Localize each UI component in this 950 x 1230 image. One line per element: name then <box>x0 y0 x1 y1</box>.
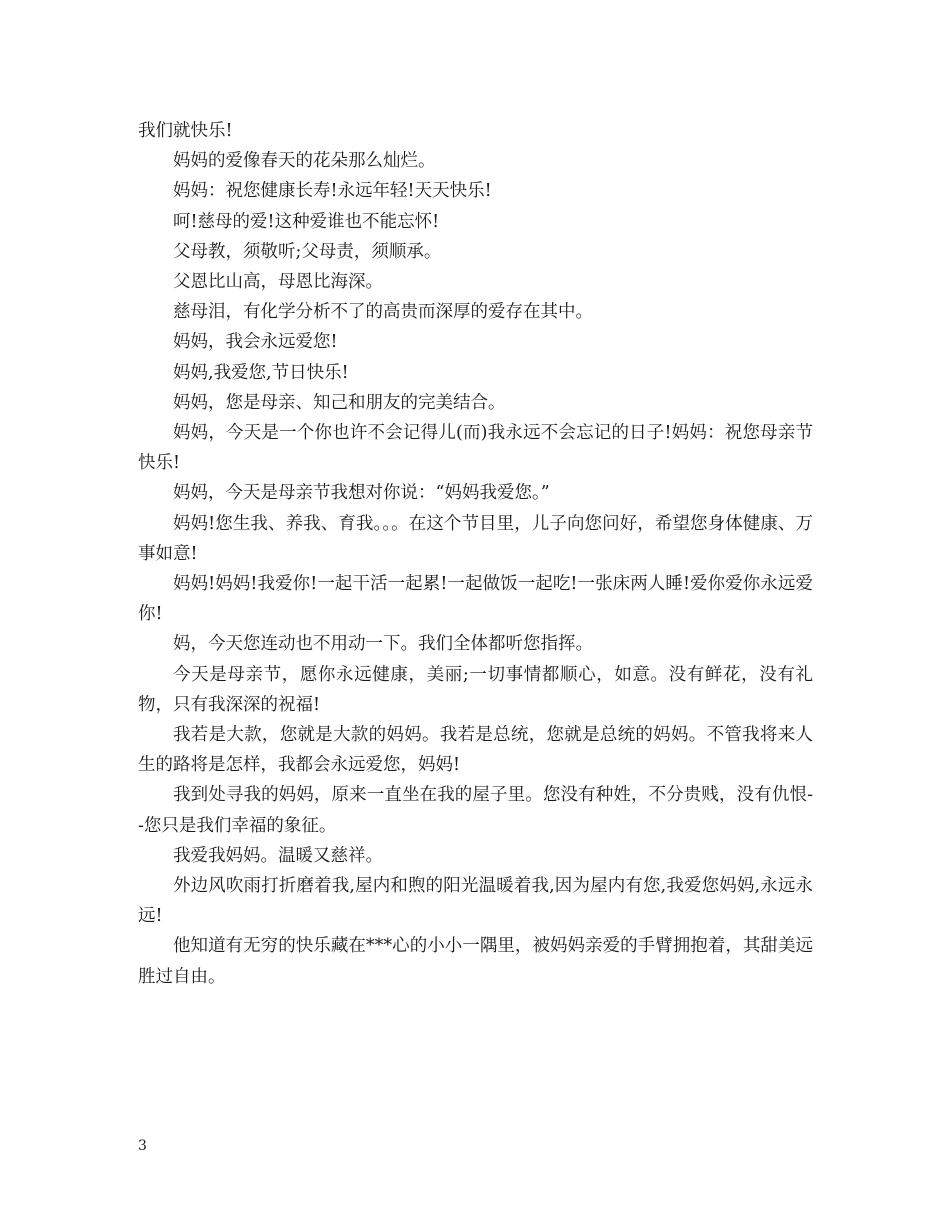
paragraph: 我爱我妈妈。温暖又慈祥。 <box>173 845 383 866</box>
paragraph: 外边风吹雨打折磨着我,屋内和煦的阳光温暖着我,因为屋内有您,我爱您妈妈,永远永远! <box>138 876 813 927</box>
paragraph: 我们就快乐! <box>138 121 233 141</box>
paragraph: 我若是大款，您就是大款的妈妈。我若是总统，您就是总统的妈妈。不管我将来人生的路将是怎样，我都会永远爱您，妈妈! <box>138 725 813 776</box>
paragraph: 妈妈，您是母亲、知己和朋友的完美结合。 <box>173 392 506 413</box>
document-body <box>138 116 813 992</box>
paragraph: 他知道有无穷的快乐藏在***心的小小一隅里，被妈妈亲爱的手臂拥抱着，其甜美远胜过自由。 <box>138 936 813 987</box>
paragraph: 父母教，须敬听;父母责，须顺承。 <box>173 241 442 262</box>
paragraph: 今天是母亲节，愿你永远健康，美丽;一切事情都顺心，如意。没有鲜花，没有礼物，只有我深深的祝福! <box>138 664 813 715</box>
page-number: 3 <box>138 1138 147 1154</box>
paragraph: 父恩比山高，母恩比海深。 <box>173 272 383 293</box>
paragraph: 慈母泪，有化学分析不了的高贵而深厚的爱存在其中。 <box>173 302 593 323</box>
paragraph: 妈妈的爱像春天的花朵那么灿烂。 <box>173 151 436 172</box>
paragraph: 妈妈!您生我、养我、育我。。。在这个节目里，儿子向您问好，希望您身体健康、万事如意! <box>138 513 813 564</box>
paragraph: 呵!慈母的爱!这种爱谁也不能忘怀! <box>173 211 440 232</box>
paragraph: 妈妈：祝您健康长寿!永远年轻!天天快乐! <box>173 181 492 202</box>
paragraph: 妈妈，今天是母亲节我想对你说：“妈妈我爱您。” <box>173 483 550 504</box>
paragraph: 妈妈,我爱您,节日快乐! <box>173 362 349 383</box>
paragraph: 我到处寻我的妈妈，原来一直坐在我的屋子里。您没有种姓，不分贵贱，没有仇恨--您只是我们幸福的象征。 <box>138 785 813 836</box>
paragraph: 妈，今天您连动也不用动一下。我们全体都听您指挥。 <box>173 634 593 655</box>
paragraph: 妈妈，今天是一个你也许不会记得儿(而)我永远不会忘记的日子!妈妈：祝您母亲节快乐! <box>138 423 813 474</box>
paragraph: 妈妈!妈妈!我爱你!一起干活一起累!一起做饭一起吃!一张床两人睡!爱你爱你永远爱你! <box>138 574 813 625</box>
paragraph: 妈妈，我会永远爱您! <box>173 332 338 353</box>
